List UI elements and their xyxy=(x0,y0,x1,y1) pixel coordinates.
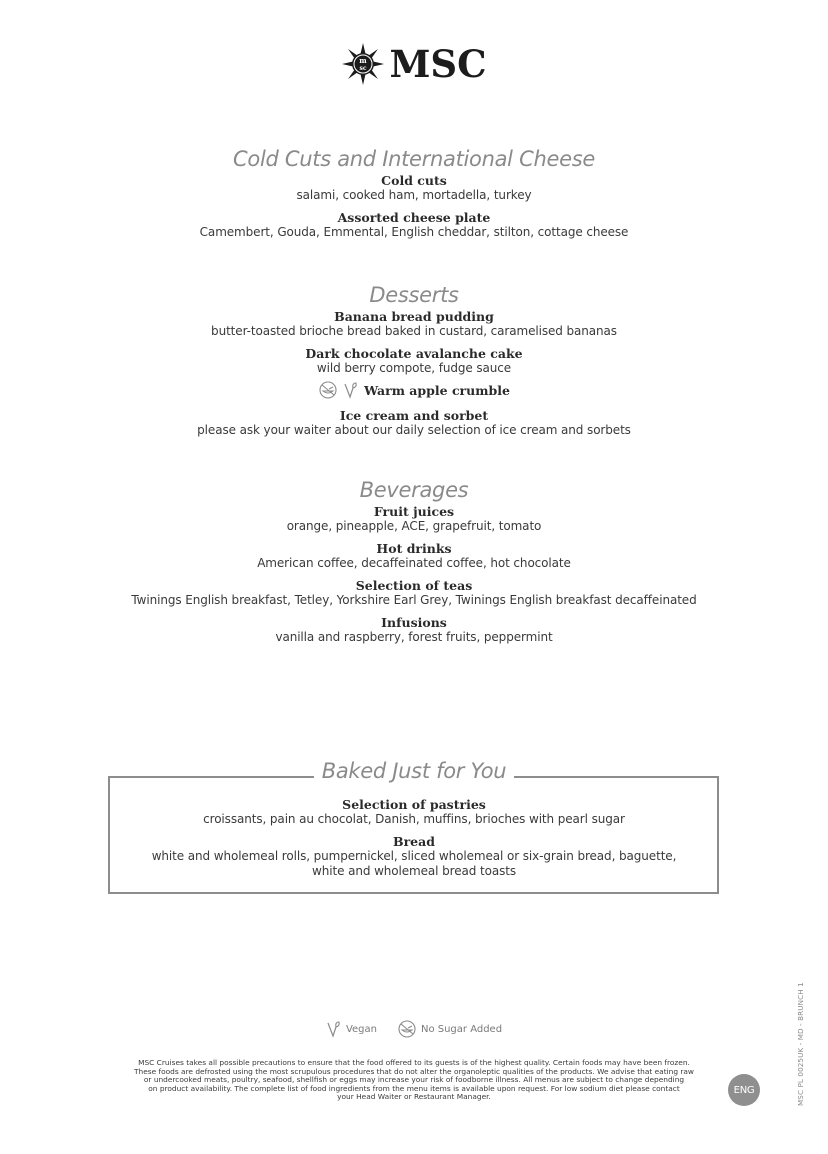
section-baked xyxy=(0,796,828,879)
item-name-with-icons xyxy=(318,381,510,399)
item-description: butter-toasted brioche bread baked in custard, caramelised bananas xyxy=(211,324,617,338)
legend-no-sugar xyxy=(397,1020,502,1038)
item-name: Warm apple crumble xyxy=(364,382,510,398)
brand-name: MSC xyxy=(389,41,487,86)
disclaimer-line: MSC Cruises takes all possible precautions to ensure that the food offered to its guests is of the highest quality. Certain foods may have been frozen. xyxy=(138,1058,690,1067)
menu-item xyxy=(0,541,828,571)
compass-rose-emblem-icon xyxy=(341,42,385,86)
section-title: Baked Just for You xyxy=(314,758,515,784)
food-safety-disclaimer xyxy=(110,1059,718,1102)
section-cold-cuts xyxy=(0,146,828,240)
item-description: Camembert, Gouda, Emmental, English cheddar, stilton, cottage cheese xyxy=(199,225,629,239)
menu-item xyxy=(0,173,828,203)
item-name: Infusions xyxy=(381,615,447,630)
disclaimer-line: These foods are defrosted using the most scrupulous procedures that do not alter the organoleptic qualities of the products. We advise that eating raw xyxy=(134,1066,694,1076)
legend-vegan xyxy=(326,1020,377,1038)
legend-label: No Sugar Added xyxy=(420,1023,503,1035)
language-badge: ENG xyxy=(728,1074,760,1106)
item-description: white and wholemeal bread toasts xyxy=(312,864,516,878)
no-sugar-added-icon xyxy=(397,1020,417,1038)
item-name: Dark chocolate avalanche cake xyxy=(305,346,523,361)
item-name: Hot drinks xyxy=(376,541,452,556)
item-description: vanilla and raspberry, forest fruits, peppermint xyxy=(275,630,553,644)
menu-item xyxy=(0,834,828,879)
msc-logo xyxy=(0,42,828,86)
section-desserts xyxy=(0,282,828,438)
menu-item xyxy=(0,210,828,240)
item-name: Cold cuts xyxy=(381,173,447,188)
item-description: Twinings English breakfast, Tetley, Yorkshire Earl Grey, Twinings English breakfast decaffeinated xyxy=(131,593,697,607)
menu-item xyxy=(0,615,828,645)
item-description: salami, cooked ham, mortadella, turkey xyxy=(296,188,532,202)
item-description: American coffee, decaffeinated coffee, hot chocolate xyxy=(257,556,571,570)
section-beverages xyxy=(0,477,828,645)
item-description: croissants, pain au chocolat, Danish, muffins, brioches with pearl sugar xyxy=(203,812,625,826)
svg-text:m: m xyxy=(359,56,368,65)
item-description: orange, pineapple, ACE, grapefruit, tomato xyxy=(286,519,542,533)
item-name: Bread xyxy=(393,834,435,849)
document-code: MSC PL 0025UK - MD - BRUNCH 1 xyxy=(796,982,805,1106)
disclaimer-line: or undercooked meats, poultry, seafood, shellfish or eggs may increase your risk of foodborne illness. All menus are subject to change depending xyxy=(143,1075,685,1085)
section-title: Desserts xyxy=(369,283,459,307)
menu-item xyxy=(0,797,828,827)
menu-item xyxy=(0,346,828,376)
item-description: white and wholemeal rolls, pumpernickel, sliced wholemeal or six-grain bread, baguette, xyxy=(151,849,677,863)
item-description: please ask your waiter about our daily selection of ice cream and sorbets xyxy=(197,423,631,437)
disclaimer-line: on product availability. The complete list of food ingredients from the menu items is available upon request. For low sodium diet please contact xyxy=(148,1083,680,1093)
menu-item xyxy=(0,504,828,534)
item-name: Selection of pastries xyxy=(342,797,486,812)
menu-item xyxy=(0,578,828,608)
item-name: Fruit juices xyxy=(373,504,455,519)
menu-item xyxy=(0,381,828,403)
item-name: Banana bread pudding xyxy=(334,309,494,324)
item-name: Ice cream and sorbet xyxy=(339,408,489,423)
item-name: Selection of teas xyxy=(355,578,473,593)
item-description: wild berry compote, fudge sauce xyxy=(316,361,512,375)
vegan-icon xyxy=(326,1020,342,1038)
item-name: Assorted cheese plate xyxy=(337,210,491,225)
baked-title-wrap xyxy=(0,758,828,784)
vegan-icon xyxy=(343,381,359,399)
section-title: Beverages xyxy=(359,478,469,502)
no-sugar-added-icon xyxy=(318,381,338,399)
section-title: Cold Cuts and International Cheese xyxy=(233,147,595,171)
legend-label: Vegan xyxy=(345,1023,377,1035)
dietary-legend xyxy=(0,1020,828,1038)
menu-item xyxy=(0,408,828,438)
menu-item xyxy=(0,309,828,339)
svg-text:sc: sc xyxy=(359,65,367,72)
disclaimer-line: your Head Waiter or Restaurant Manager. xyxy=(337,1092,491,1102)
